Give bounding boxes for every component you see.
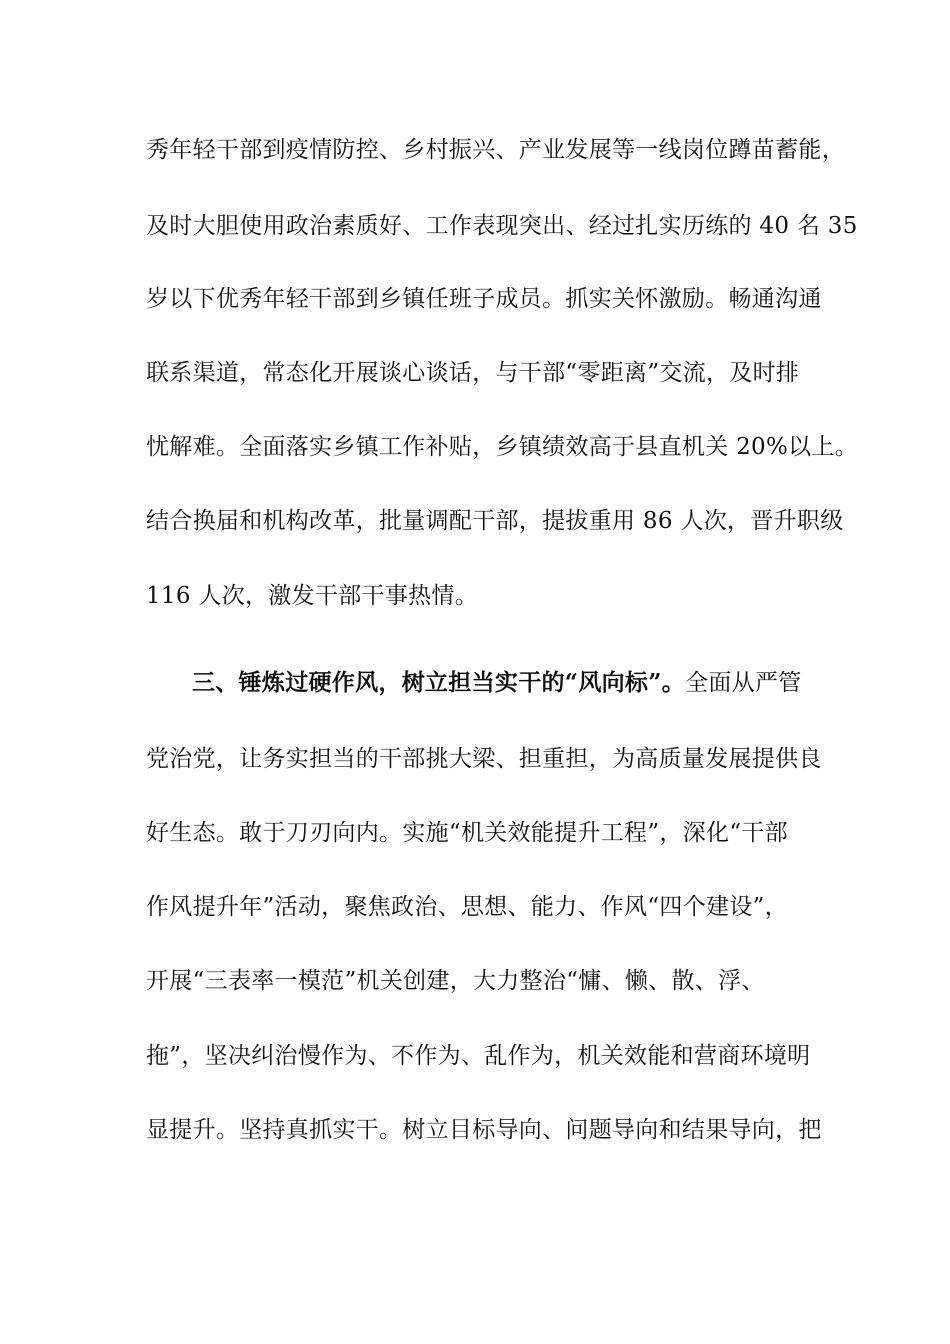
section-heading: 三、锤炼过硬作风，树立担当实干的“风向标”。 xyxy=(192,669,686,696)
text-line: 及时大胆使用政治素质好、工作表现突出、经过扎实历练的 40 名 35 xyxy=(146,213,858,239)
text-line: 秀年轻干部到疫情防控、乡村振兴、产业发展等一线岗位蹲苗蓄能， xyxy=(146,137,845,163)
text-line: 作风提升年”活动，聚焦政治、思想、能力、作风“四个建设”， xyxy=(146,894,788,920)
text-line: 开展“三表率一模范”机关创建，大力整治“慵、懒、散、浮、 xyxy=(146,968,765,994)
section-heading-line xyxy=(192,667,806,699)
text-line: 拖”，坚决纠治慢作为、不作为、乱作为，机关效能和营商环境明 xyxy=(146,1043,811,1069)
text-line: 116 人次，激发干部干事热情。 xyxy=(146,583,479,609)
text-line: 岁以下优秀年轻干部到乡镇任班子成员。抓实关怀激励。畅通沟通 xyxy=(146,286,822,312)
text-line: 好生态。敢于刀刃向内。实施“机关效能提升工程”，深化“干部 xyxy=(146,820,788,846)
section-body-start: 全面从严管 xyxy=(685,670,802,696)
text-line: 联系渠道，常态化开展谈心谈话，与干部“零距离”交流，及时排 xyxy=(146,360,800,386)
text-line: 显提升。坚持真抓实干。树立目标导向、问题导向和结果导向，把 xyxy=(146,1117,822,1143)
text-line: 忧解难。全面落实乡镇工作补贴，乡镇绩效高于县直机关 20%以上。 xyxy=(146,434,859,460)
text-line: 结合换届和机构改革，批量调配干部，提拔重用 86 人次，晋升职级 xyxy=(146,508,844,534)
text-line: 党治党，让务实担当的干部挑大梁、担重担，为高质量发展提供良 xyxy=(146,746,822,772)
